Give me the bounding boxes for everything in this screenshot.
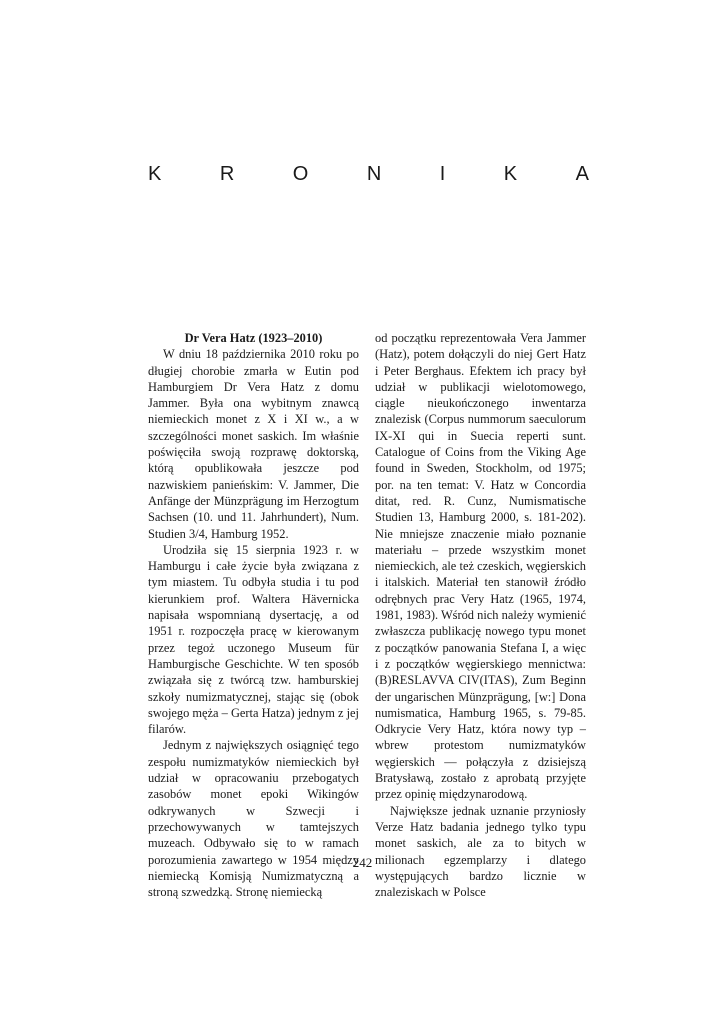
- paragraph: Jednym z największych osiągnięć tego zespołu numizmatyków niemieckich był udział w opracowaniu przebogatych zasobów monet epoki Wikingów odkrywanych w Szwecji i przechowywanych w tamtejszych muzeach. Odbywało się to w ramach porozumienia zawartego w 1954 między niemiecką Komisją Numizmatyczną a stroną szwedzką. Stronę niemiecką: [148, 738, 359, 900]
- paragraph: W dniu 18 października 2010 roku po długiej chorobie zmarła w Eutin pod Hamburgiem Dr Vera Hatz z domu Jammer. Była ona wybitnym znawcą niemieckich monet z X i XI w., a w szczególności monet saskich. Im właśnie poświęciła swoją rozprawę doktorską, którą opublikowała jeszcze pod nazwiskiem panieńskim: V. Jammer, Die Anfänge der Münzprägung im Herzogtum Sachsen (10. und 11. Jahrhundert), Num. Studien 3/4, Hamburg 1952.: [148, 347, 359, 541]
- left-column: [148, 330, 359, 900]
- right-column: [375, 330, 586, 900]
- section-title-letter: R: [219, 163, 235, 185]
- paragraph: od początku reprezentowała Vera Jammer (Hatz), potem dołączyli do niej Gert Hatz i Peter Berghaus. Efektem ich pracy był udział w publikacji wielotomowego, ciągle nieukończonego inwentarza znalezisk (Corpus nummorum saeculorum IX-XI qui in Suecia reperti sunt. Catalogue of Coins from the Viking Age found in Sweden, Stockholm, od 1975; por. na ten temat: V. Hatz w Concordia ditat, red. R. Cunz, Numismatische Studien 13, Hamburg 2000, s. 181-202). Nie mniejsze znaczenie miało poznanie materiału – przede wszystkim monet niemieckich, ale też czeskich, węgierskich i italskich. Materiał ten stanowił źródło odrębnych prac Very Hatz (1965, 1974, 1981, 1983). Wśród nich należy wymienić zwłaszcza publikację nowego typu monet z początków panowania Stefana I, a więc i z początków węgierskiego mennictwa: (B)RESLAVVA CIV(ITAS), Zum Beginn der ungarischen Münzprägung, [w:] Dona numismatica, Hamburg 1965, s. 79-85. Odkrycie Very Hatz, która nowy typ – wbrew protestom numizmatyków węgierskich — połączyła z dzisiejszą Bratysławą, zostało z aprobatą przyjęte przez opinię międzynarodową.: [375, 331, 586, 802]
- article-title: Dr Vera Hatz (1923–2010): [184, 331, 323, 345]
- paragraph: Urodziła się 15 sierpnia 1923 r. w Hamburgu i całe życie była związana z tym miastem. Tu odbyła studia i tu pod kierunkiem prof. Waltera Hävernicka napisała wspomnianą dysertację, a od 1951 r. rozpoczęła pracę w kierowanym przez tegoż uczonego Museum für Hamburgische Geschichte. W ten sposób związała się z twórcą tzw. hamburskiej szkoły numizmatycznej, stając się (obok swojego męża – Gerta Hatza) jednym z jej filarów.: [148, 542, 359, 737]
- section-title: [148, 163, 589, 185]
- section-title-letter: N: [366, 163, 382, 185]
- section-title-letter: I: [439, 163, 446, 185]
- section-title-letter: A: [575, 163, 589, 185]
- paragraph: Największe jednak uznanie przyniosły Verze Hatz badania jednego tylko typu monet saskich, ale za to bitych w milionach egzemplarzy i dlatego występujących bardzo licznie w znaleziskach w Polsce: [375, 803, 586, 900]
- page-number: 242: [352, 855, 373, 870]
- section-title-letter: O: [292, 163, 309, 185]
- section-title-letter: K: [148, 163, 162, 185]
- section-title-letter: K: [503, 163, 518, 185]
